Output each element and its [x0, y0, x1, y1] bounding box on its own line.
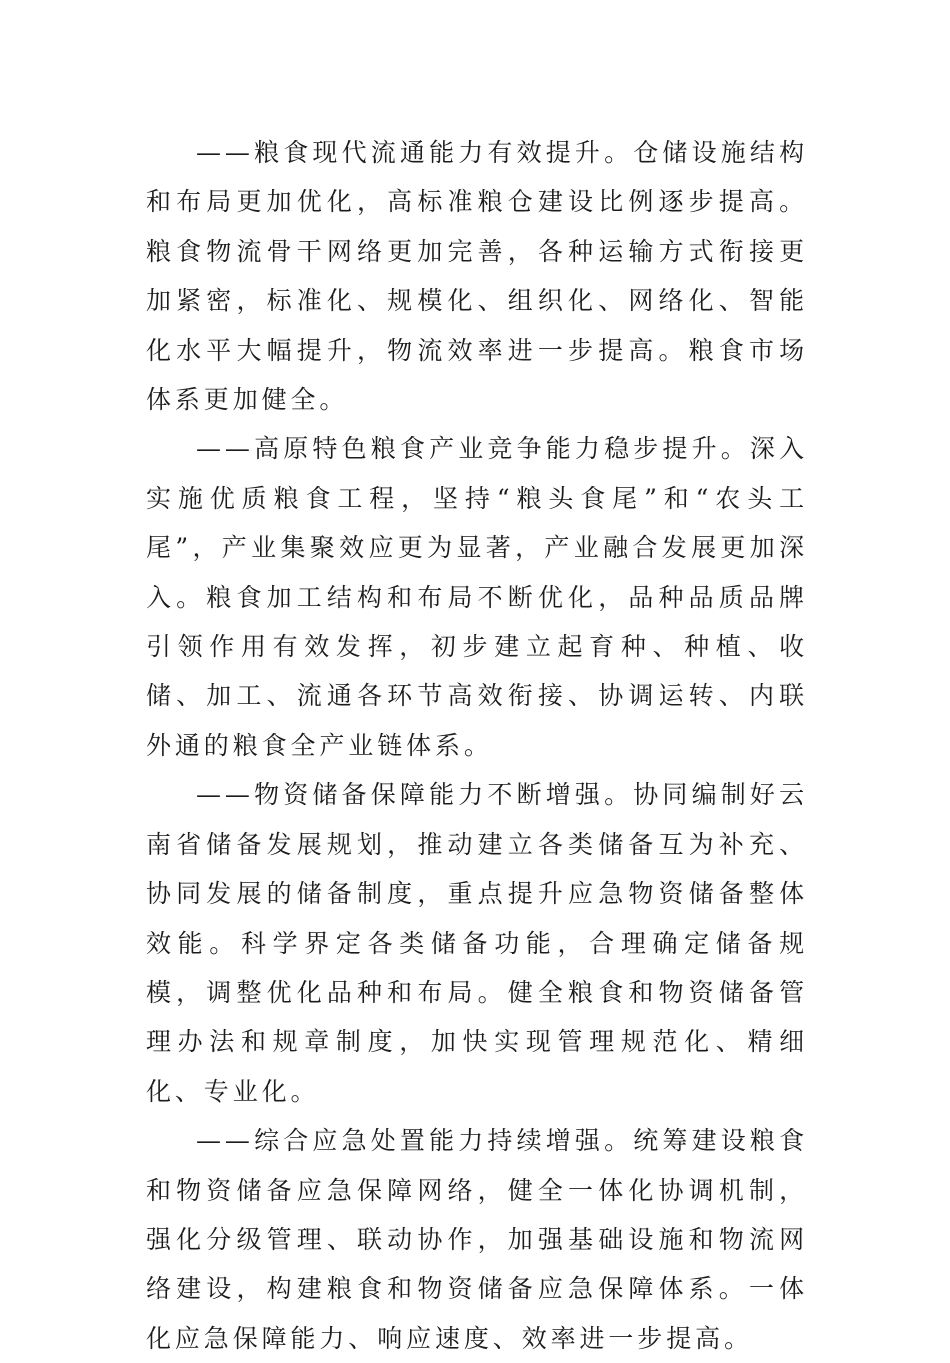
paragraph-grain-industry: ——高原特色粮食产业竞争能力稳步提升。深入实施优质粮食工程，坚持“粮头食尾”和“农头工尾”，产业集聚效应更为显著，产业融合发展更加深入。粮食加工结构和布局不断优化，品种品质品牌引领作用有效发挥，初步建立起育种、种植、收储、加工、流通各环节高效衔接、协调运转、内联外通的粮食全产业链体系。 [146, 434, 808, 760]
paragraph-emergency-response: ——综合应急处置能力持续增强。统筹建设粮食和物资储备应急保障网络，健全一体化协调机制，强化分级管理、联动协作，加强基础设施和物流网络建设，构建粮食和物资储备应急保障体系。一体化应急保障能力、响应速度、效率进一步提高。 [146, 1126, 808, 1353]
paragraph-grain-circulation: ——粮食现代流通能力有效提升。仓储设施结构和布局更加优化，高标准粮仓建设比例逐步提高。粮食物流骨干网络更加完善，各种运输方式衔接更加紧密，标准化、规模化、组织化、网络化、智能化水平大幅提升，物流效率进一步提高。粮食市场体系更加健全。 [146, 138, 808, 415]
paragraph-material-reserve: ——物资储备保障能力不断增强。协同编制好云南省储备发展规划，推动建立各类储备互为补充、协同发展的储备制度，重点提升应急物资储备整体效能。科学界定各类储备功能，合理确定储备规模，调整优化品种和布局。健全粮食和物资储备管理办法和规章制度，加快实现管理规范化、精细化、专业化。 [146, 780, 808, 1106]
body-text [146, 128, 808, 1363]
